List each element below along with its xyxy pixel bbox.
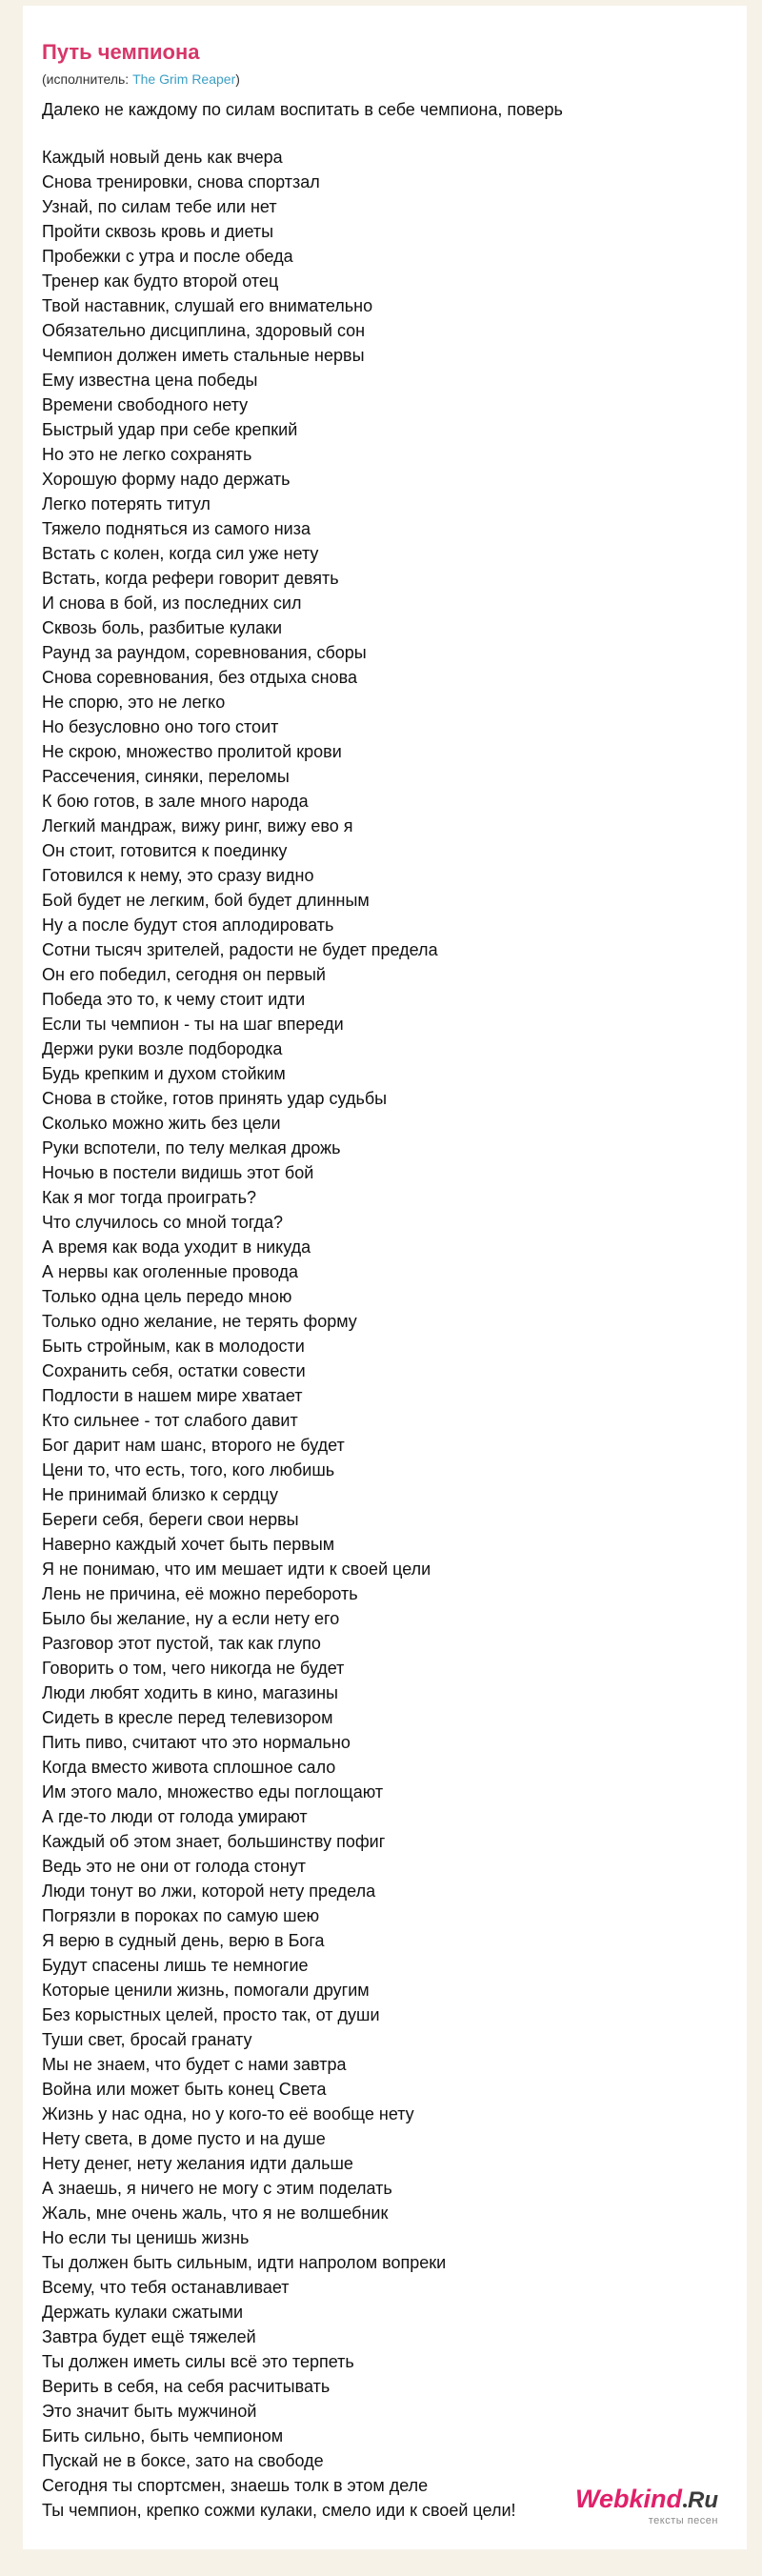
lyric-line: А знаешь, я ничего не могу с этим поделать [42,2179,392,2198]
lyric-line: Ночью в постели видишь этот бой [42,1163,314,1182]
lyric-line: Только одна цель передо мною [42,1287,292,1306]
lyric-line: Обязательно дисциплина, здоровый сон [42,321,366,340]
lyric-line: Подлости в нашем мире хватает [42,1386,303,1405]
lyric-line: Но если ты ценишь жизнь [42,2228,250,2247]
intro-line: Далеко не каждому по силам воспитать в себе чемпиона, поверь [42,100,563,119]
lyric-line: Победа это то, к чему стоит идти [42,990,306,1009]
lyric-line: Чемпион должен иметь стальные нервы [42,346,365,365]
lyric-line: Жизнь у нас одна, но у кого-то её вообще нету [42,2104,414,2123]
lyric-line: Мы не знаем, что будет с нами завтра [42,2055,347,2074]
lyric-line: Тренер как будто второй отец [42,272,279,291]
lyric-line: Бить сильно, быть чемпионом [42,2426,284,2445]
logo-tld: Ru [688,2487,718,2513]
lyric-line: Ты должен иметь силы всё это терпеть [42,2352,354,2371]
lyric-line: Говорить о том, чего никогда не будет [42,1659,345,1678]
lyric-line: Встать с колен, когда сил уже нету [42,544,319,563]
lyric-line: Им этого мало, множество еды поглощают [42,1782,384,1801]
lyric-line: Быстрый удар при себе крепкий [42,420,298,439]
artist-prefix: (исполнитель: [42,71,133,87]
lyric-line: Погрязли в пороках по самую шею [42,1906,320,1925]
lyric-line: Туши свет, бросай гранату [42,2030,252,2049]
lyric-line: Раунд за раундом, соревнования, сборы [42,643,367,662]
lyrics-sheet [23,6,747,2549]
lyric-line: Ты чемпион, крепко сожми кулаки, смело иди к своей цели! [42,2501,516,2520]
lyric-line: Будут спасены лишь те немногие [42,1956,309,1975]
lyric-line: Кто сильнее - тот слабого давит [42,1411,298,1430]
lyric-line: Каждый новый день как вчера [42,148,283,167]
lyric-line: К бою готов, в зале много народа [42,792,309,811]
lyric-line: А где-то люди от голода умирают [42,1807,308,1826]
lyric-line: И снова в бой, из последних сил [42,594,302,613]
logo-wordmark [575,2485,718,2514]
lyrics-body [42,145,728,2523]
lyric-line: Было бы желание, ну а если нету его [42,1609,340,1628]
lyric-line: Люди тонут во лжи, которой нету предела [42,1882,376,1901]
lyric-line: Ты должен быть сильным, идти напролом вопреки [42,2253,447,2272]
logo-tagline: тексты песен [648,2515,718,2526]
lyric-line: Если ты чемпион - ты на шаг впереди [42,1015,344,1034]
lyric-line: Каждый об этом знает, большинству пофиг [42,1832,386,1851]
lyric-line: Не принимай близко к сердцу [42,1485,278,1504]
lyric-line: Снова соревнования, без отдыха снова [42,668,357,687]
lyric-line: Сотни тысяч зрителей, радости не будет предела [42,940,438,959]
logo-brand: Webkind [574,2485,682,2513]
lyric-line: Ему известна цена победы [42,371,258,390]
lyric-line: Снова в стойке, готов принять удар судьбы [42,1089,388,1108]
lyric-line: Он стоит, готовится к поединку [42,841,288,860]
lyric-line: Пить пиво, считают что это нормально [42,1733,351,1752]
lyric-line: Что случилось со мной тогда? [42,1213,284,1232]
lyric-line: Готовился к нему, это сразу видно [42,866,314,885]
lyric-line: Но безусловно оно того стоит [42,717,279,736]
lyric-line: Цени то, что есть, того, кого любишь [42,1460,335,1479]
lyric-line: А время как вода уходит в никуда [42,1238,311,1257]
lyric-line: Сохранить себя, остатки совести [42,1361,306,1380]
lyric-line: Жаль, мне очень жаль, что я не волшебник [42,2204,389,2223]
lyric-line: Узнай, по силам тебе или нет [42,197,277,216]
lyric-line: Тяжело подняться из самого низа [42,519,311,538]
lyric-line: Снова тренировки, снова спортзал [42,172,320,191]
lyric-line: Ведь это не они от голода стонут [42,1857,307,1876]
lyric-line: Сколько можно жить без цели [42,1114,281,1133]
lyric-line: Я верю в судный день, верю в Бога [42,1931,325,1950]
lyric-line: Нету света, в доме пусто и на душе [42,2129,326,2148]
lyric-line: Всему, что тебя останавливает [42,2278,290,2297]
song-title: Путь чемпиона [42,40,200,64]
lyric-line: Верить в себя, на себя расчитывать [42,2377,331,2396]
lyric-line: Сквозь боль, разбитые кулаки [42,618,283,637]
lyric-line: Твой наставник, слушай его внимательно [42,296,373,315]
site-logo[interactable] [575,2485,718,2526]
lyric-line: Не скрою, множество пролитой крови [42,742,342,761]
lyric-line: Легко потерять титул [42,494,211,513]
lyric-line: Когда вместо живота сплошное сало [42,1758,336,1777]
lyric-line: А нервы как оголенные провода [42,1262,299,1281]
artist-suffix: ) [235,71,240,87]
lyric-line: Но это не легко сохранять [42,445,252,464]
dot-icon [683,2504,687,2507]
lyric-line: Сегодня ты спортсмен, знаешь толк в этом деле [42,2476,429,2495]
lyric-line: Ну а после будут стоя аплодировать [42,916,334,935]
lyric-line: Руки вспотели, по телу мелкая дрожь [42,1138,341,1157]
lyric-line: Держи руки возле подбородка [42,1039,283,1058]
lyric-line: Лень не причина, её можно перебороть [42,1584,358,1603]
lyric-line: Не спорю, это не легко [42,693,226,712]
lyric-line: Бог дарит нам шанс, второго не будет [42,1436,345,1455]
lyric-line: Быть стройным, как в молодости [42,1337,305,1356]
lyric-line: Будь крепким и духом стойким [42,1064,286,1083]
lyric-line: Встать, когда рефери говорит девять [42,569,339,588]
artist-line [42,70,728,88]
lyric-line: Только одно желание, не терять форму [42,1312,357,1331]
lyric-line: Как я мог тогда проиграть? [42,1188,257,1207]
lyric-line: Хорошую форму надо держать [42,470,291,489]
lyric-line: Война или может быть конец Света [42,2080,327,2099]
lyric-line: Которые ценили жизнь, помогали другим [42,1981,370,2000]
lyric-line: Без корыстных целей, просто так, от души [42,2005,380,2024]
artist-link[interactable]: The Grim Reaper [132,71,236,87]
lyric-line: Пускай не в боксе, зато на свободе [42,2451,324,2470]
lyric-line: Легкий мандраж, вижу ринг, вижу ево я [42,816,353,835]
lyric-line: Люди любят ходить в кино, магазины [42,1683,338,1702]
lyric-line: Нету денег, нету желания идти дальше [42,2154,353,2173]
lyric-line: Разговор этот пустой, так как глупо [42,1634,321,1653]
lyric-line: Я не понимаю, что им мешает идти к своей цели [42,1560,431,1579]
lyric-line: Пробежки с утра и после обеда [42,247,293,266]
lyric-line: Пройти сквозь кровь и диеты [42,222,274,241]
lyric-line: Береги себя, береги свои нервы [42,1510,299,1529]
lyric-line: Наверно каждый хочет быть первым [42,1535,335,1554]
lyric-line: Он его победил, сегодня он первый [42,965,326,984]
lyric-line: Времени свободного нету [42,395,249,414]
lyric-line: Бой будет не легким, бой будет длинным [42,891,370,910]
lyric-line: Это значит быть мужчиной [42,2402,257,2421]
lyric-line: Рассечения, синяки, переломы [42,767,290,786]
lyric-line: Сидеть в кресле перед телевизором [42,1708,333,1727]
lyric-line: Завтра будет ещё тяжелей [42,2327,256,2346]
lyric-line: Держать кулаки сжатыми [42,2303,244,2322]
